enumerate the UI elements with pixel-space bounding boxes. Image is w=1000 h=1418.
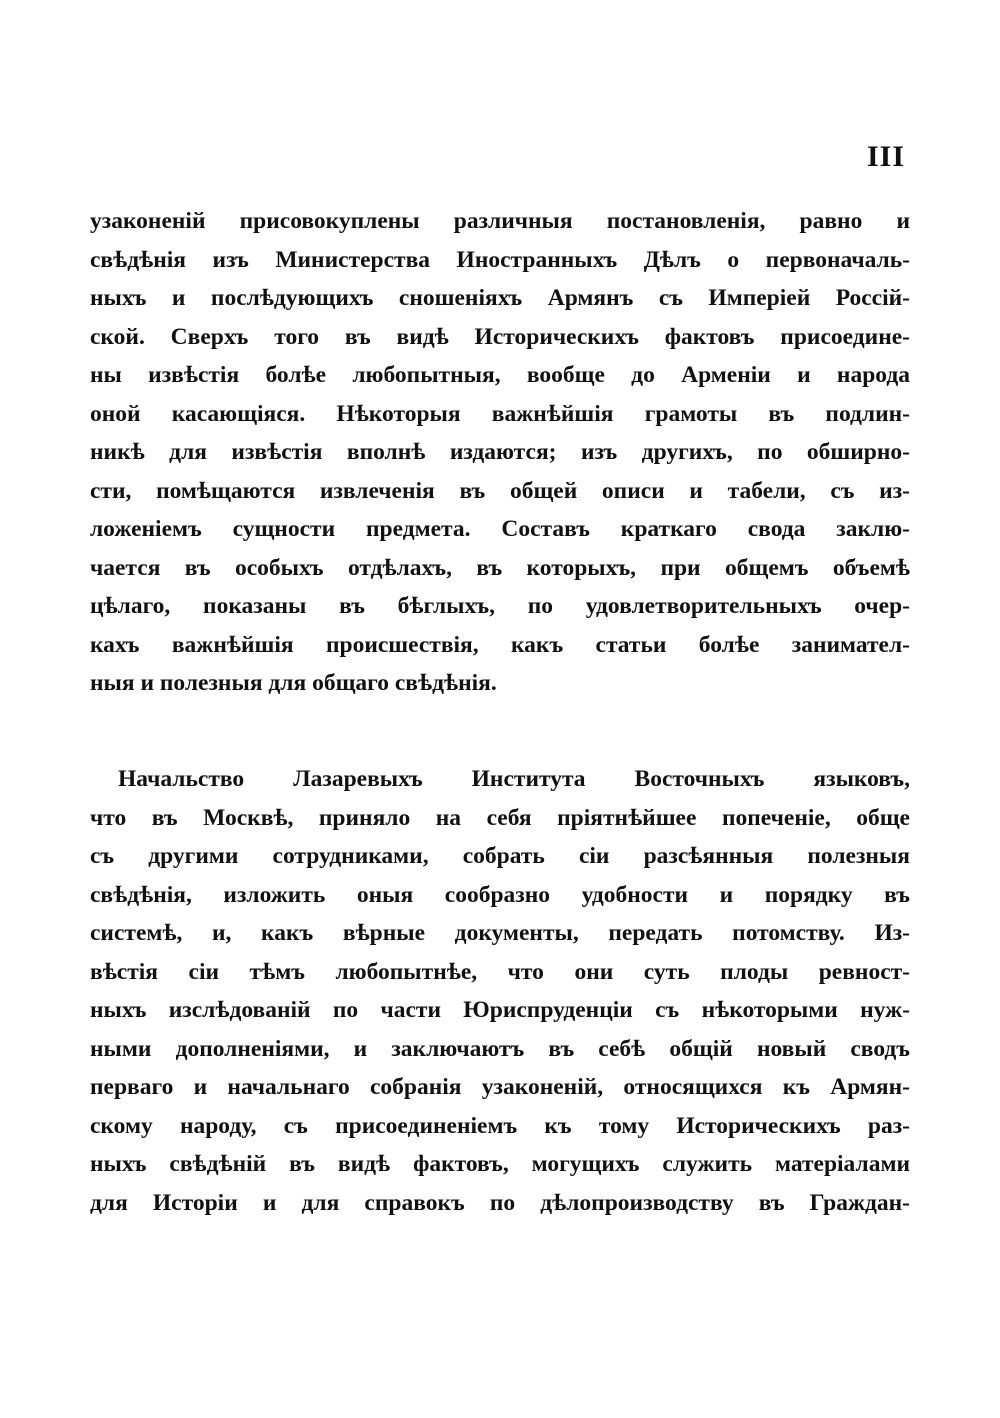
text-line: оной касающіяся. Нѣкоторыя важнѣйшія грамоты въ подлин-: [90, 400, 910, 427]
text-line: ныхъ и послѣдующихъ сношеніяхъ Армянъ съ Имперіей Россій-: [90, 285, 910, 311]
text-line: Начальство Лазаревыхъ Института Восточныхъ языковъ,: [118, 766, 910, 792]
text-line: ными дополненіями, и заключаютъ въ себѣ общій новый сводъ: [90, 1035, 910, 1062]
text-line: ложеніемъ сущности предмета. Составъ краткаго свода заклю-: [90, 516, 910, 542]
text-line: системѣ, и, какъ вѣрные документы, передать потомству. Из-: [90, 920, 910, 946]
text-line: что въ Москвѣ, приняло на себя пріятнѣйшее попеченіе, обще: [90, 804, 910, 831]
text-line: свѣдѣнія, изложить оныя сообразно удобности и порядку въ: [90, 881, 910, 908]
text-line: никѣ для извѣстія вполнѣ издаются; изъ другихъ, по обширно-: [90, 439, 910, 465]
text-line: свѣдѣнія изъ Министерства Иностранныхъ Дѣлъ о первоначаль-: [90, 246, 910, 273]
text-line: скому народу, съ присоединеніемъ къ тому Историческихъ раз-: [90, 1112, 910, 1139]
text-line: ныхъ свѣдѣній въ видѣ фактовъ, могущихъ служить матеріалами: [90, 1151, 910, 1177]
text-line: для Исторіи и для справокъ по дѣлопроизводству въ Граждан-: [90, 1189, 910, 1216]
text-line: ны извѣстія болѣе любопытныя, вообще до Арменіи и народа: [90, 362, 910, 388]
text-line: цѣлаго, показаны въ бѣглыхъ, по удовлетворительныхъ очер-: [90, 593, 910, 619]
text-line: вѣстія сіи тѣмъ любопытнѣе, что они суть плоды ревност-: [90, 958, 910, 985]
text-line: ныя и полезныя для общаго свѣдѣнія.: [90, 670, 497, 696]
paragraph-2: [90, 760, 910, 1222]
text-line: съ другими сотрудниками, собрать сіи разсѣянныя полезныя: [90, 843, 910, 869]
text-line: ской. Сверхъ того въ видѣ Историческихъ фактовъ присоедине-: [90, 323, 910, 350]
text-line: чается въ особыхъ отдѣлахъ, въ которыхъ, при общемъ объемѣ: [90, 554, 910, 581]
paragraph-1: [90, 202, 910, 703]
text-line: ныхъ изслѣдованій по части Юриспруденціи съ нѣкоторыми нуж-: [90, 997, 910, 1023]
text-line: узаконеній присовокуплены различныя постановленія, равно и: [90, 208, 910, 234]
text-line: сти, помѣщаются извлеченія въ общей описи и табели, съ из-: [90, 477, 910, 504]
text-line: кахъ важнѣйшія происшествія, какъ статьи болѣе занимател-: [90, 631, 910, 658]
text-line: перваго и начальнаго собранія узаконеній, относящихся къ Армян-: [90, 1074, 910, 1100]
page-number: III: [866, 140, 905, 173]
